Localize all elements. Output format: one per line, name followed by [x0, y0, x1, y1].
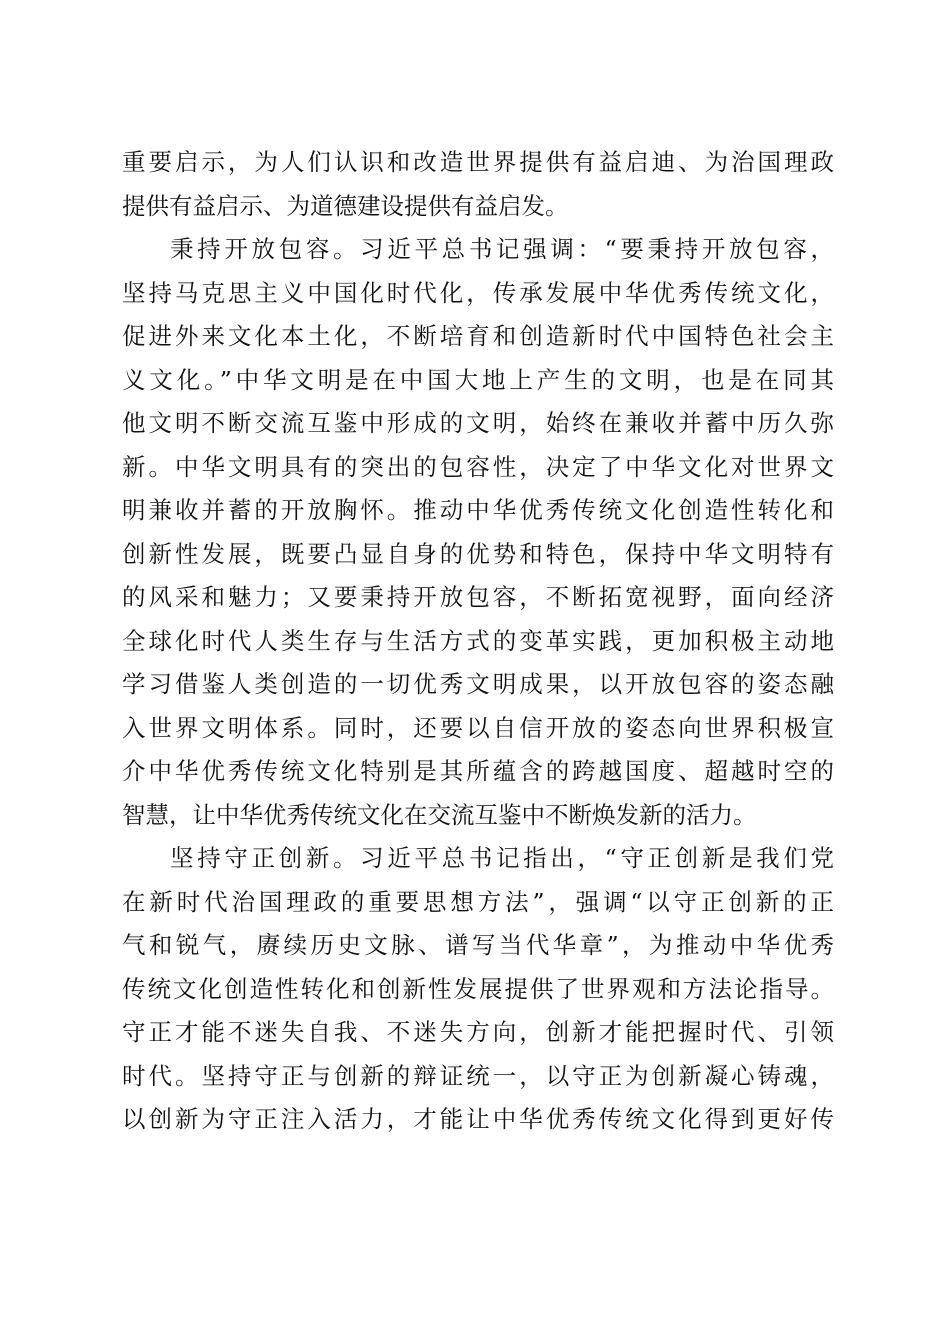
- text-line: 明兼收并蓄的开放胸怀。推动中华优秀传统文化创造性转化和: [122, 496, 834, 524]
- text-line: 传统文化创造性转化和创新性发展提供了世界观和方法论指导。: [122, 974, 834, 1003]
- text-line: 的风采和魅力；又要秉持开放包容，不断拓宽视野，面向经济: [122, 583, 834, 611]
- text-line: 提供有益启示、为道德建设提供有益启发。: [122, 191, 569, 220]
- text-line: 促进外来文化本土化，不断培育和创造新时代中国特色社会主: [122, 322, 834, 350]
- body-text: [122, 141, 834, 1142]
- text-line: 全球化时代人类生存与生活方式的变革实践，更加积极主动地: [122, 626, 834, 655]
- text-line: 坚持守正创新。习近平总书记指出，“守正创新是我们党: [170, 844, 834, 872]
- text-line: 秉持开放包容。习近平总书记强调：“要秉持开放包容，: [170, 235, 834, 263]
- text-line: 学习借鉴人类创造的一切优秀文明成果，以开放包容的姿态融: [122, 670, 834, 698]
- text-line: 守正才能不迷失自我、不迷失方向，创新才能把握时代、引领: [122, 1018, 834, 1046]
- text-line: 入世界文明体系。同时，还要以自信开放的姿态向世界积极宣: [122, 713, 834, 742]
- text-line: 气和锐气，赓续历史文脉、谱写当代华章”，为推动中华优秀: [122, 931, 834, 959]
- text-line: 在新时代治国理政的重要思想方法”，强调“以守正创新的正: [122, 887, 834, 916]
- text-line: 智慧，让中华优秀传统文化在交流互鉴中不断焕发新的活力。: [122, 800, 757, 829]
- text-line: 他文明不断交流互鉴中形成的文明，始终在兼收并蓄中历久弥: [122, 409, 834, 437]
- paragraph-continuation: [122, 141, 834, 228]
- text-line: 介中华优秀传统文化特别是其所蕴含的跨越国度、超越时空的: [122, 757, 834, 785]
- text-line: 新。中华文明具有的突出的包容性，决定了中华文化对世界文: [122, 452, 834, 481]
- paragraph-open-inclusive: [122, 228, 834, 837]
- text-line: 时代。坚持守正与创新的辩证统一，以守正为创新凝心铸魂，: [122, 1061, 834, 1090]
- text-line: 义文化。”中华文明是在中国大地上产生的文明，也是在同其: [122, 365, 834, 394]
- text-line: 坚持马克思主义中国化时代化，传承发展中华优秀传统文化，: [122, 278, 834, 307]
- text-line: 创新性发展，既要凸显自身的优势和特色，保持中华文明特有: [122, 539, 834, 568]
- paragraph-integrity-innovation: [122, 837, 834, 1142]
- text-line: 以创新为守正注入活力，才能让中华优秀传统文化得到更好传: [122, 1105, 834, 1133]
- text-line: 重要启示，为人们认识和改造世界提供有益启迪、为治国理政: [122, 148, 834, 176]
